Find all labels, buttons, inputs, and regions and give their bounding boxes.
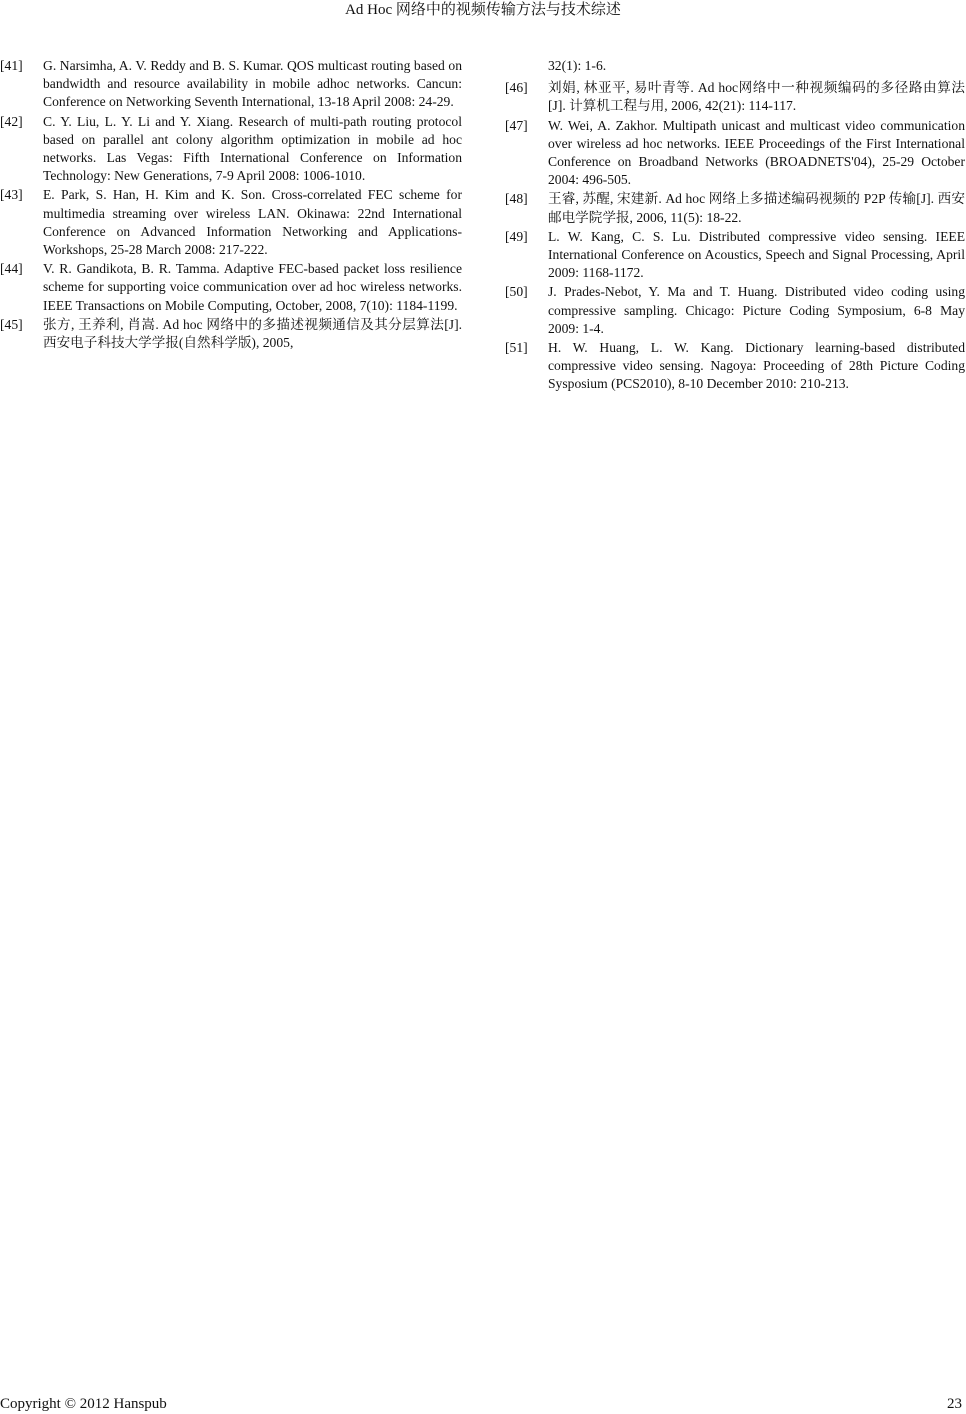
reference-number: [41] (0, 58, 23, 73)
reference-number: [42] (0, 113, 23, 129)
reference-number: [51] (505, 340, 528, 356)
references-right-column (505, 57, 965, 395)
reference-item (0, 260, 462, 315)
reference-text: L. W. Kang, C. S. Lu. Distributed compressive video sensing. IEEE International Conference on Acoustics, Speech and Signal Processing, April 2009: 1168-1172. (548, 228, 965, 281)
page-number: 23 (947, 1396, 962, 1412)
running-header: Ad Hoc 网络中的视频传输方法与技术综述 (345, 2, 621, 18)
reference-number: [47] (505, 117, 528, 133)
reference-number: [46] (505, 80, 528, 96)
reference-text: 刘娟, 林亚平, 易叶青等. Ad hoc网络中一种视频编码的多径路由算法[J]. 计算机工程与用, 2006, 42(21): 114-117. (548, 80, 965, 114)
reference-number: [49] (505, 228, 528, 244)
reference-number: [45] (0, 316, 23, 332)
copyright-notice: Copyright © 2012 Hanspub (0, 1396, 167, 1412)
reference-text: E. Park, S. Han, H. Kim and K. Son. Cross-correlated FEC scheme for multimedia streaming over wireless LAN. Okinawa: 22nd International Conference on Advanced Information Networking and Applications-Workshops, 25-28 March 2008: 217-222. (43, 187, 462, 258)
reference-text: C. Y. Liu, L. Y. Li and Y. Xiang. Research of multi-path routing protocol based on parallel ant colony algorithm optimization in mobile ad hoc networks. Las Vegas: Fifth International Conference on Information Technology: New Generations, 7-9 April 2008: 1006-1010. (43, 113, 462, 184)
reference-item (505, 117, 965, 190)
reference-item (505, 228, 965, 283)
reference-item (0, 57, 462, 112)
reference-text: W. Wei, A. Zakhor. Multipath unicast and multicast video communication over wireless ad hoc networks. IEEE Proceedings of the First International Conference on Broadband Networks (BROADNETS'04), 25-29 October 2004: 496-505. (548, 117, 965, 188)
reference-item (0, 316, 462, 352)
reference-item (505, 339, 965, 394)
reference-item (505, 190, 965, 226)
reference-number: [48] (505, 191, 528, 207)
reference-number: [50] (505, 284, 528, 300)
reference-number: [43] (0, 187, 23, 203)
reference-text: 张方, 王养利, 肖嵩. Ad hoc 网络中的多描述视频通信及其分层算法[J]. 西安电子科技大学学报(自然科学版), 2005, (43, 316, 462, 351)
reference-continuation: 32(1): 1-6. (548, 58, 607, 73)
reference-item (505, 283, 965, 338)
reference-text: 王睿, 苏醒, 宋建新. Ad hoc 网络上多描述编码视频的 P2P 传输[J]. 西安邮电学院学报, 2006, 11(5): 18-22. (548, 191, 965, 225)
references-left-column (0, 57, 462, 353)
reference-item (505, 79, 965, 115)
reference-text: J. Prades-Nebot, Y. Ma and T. Huang. Distributed video coding using compressive sampling. Chicago: Picture Coding Symposium, 6-8 May 2009: 1-4. (548, 284, 965, 336)
reference-text: G. Narsimha, A. V. Reddy and B. S. Kumar. QOS multicast routing based on bandwidth and resource availability in mobile adhoc networks. Cancun: Conference on Networking Seventh International, 13-18 April 2008: 24-29. (43, 58, 462, 110)
reference-text: H. W. Huang, L. W. Kang. Dictionary learning-based distributed compressive video sensing. Nagoya: Proceeding of 28th Picture Coding Sysposium (PCS2010), 8-10 December 2010: 210-213. (548, 340, 965, 392)
reference-item (0, 186, 462, 259)
reference-number: [44] (0, 261, 23, 277)
reference-text: V. R. Gandikota, B. R. Tamma. Adaptive FEC-based packet loss resilience scheme for supporting voice communication over ad hoc wireless networks. IEEE Transactions on Mobile Computing, October, 2008, 7(10): 1184-1199. (43, 261, 462, 313)
reference-item (0, 113, 462, 186)
